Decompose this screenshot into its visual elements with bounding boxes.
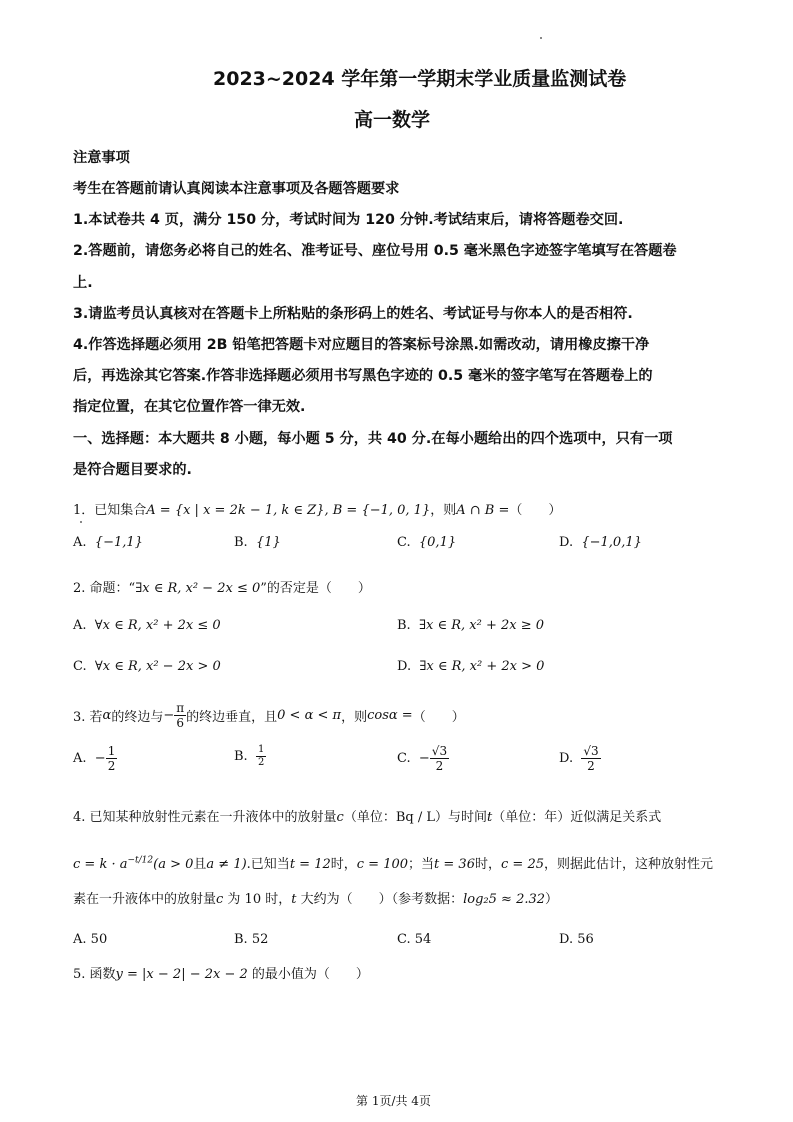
question-2-option-c: C. ∀x ∈ R, x² − 2x > 0 — [73, 659, 221, 674]
question-3-fraction: $\frac{\pi}{6}$ — [176, 701, 185, 730]
question-3-option-b: B. $\frac{1}{2}$ — [234, 744, 265, 768]
question-2-option-d: D. ∃x ∈ R, x² + 2x > 0 — [397, 659, 545, 674]
notice-intro: 考生在答题前请认真阅读本注意事项及各题答题要求 — [73, 181, 400, 197]
exam-title: 2023~2024 学年第一学期末学业质量监测试卷 — [213, 68, 627, 90]
question-2-stem: 2. 命题：“∃x ∈ R, x² − 2x ≤ 0”的否定是（ ） — [73, 581, 371, 596]
scan-speck — [80, 521, 82, 523]
question-1-option-d: D. {−1,0,1} — [559, 535, 642, 550]
question-3-stem: 3. 若 α 的终边与 − $\frac{\pi}{6}$ 的终边垂直，且 0 < α < π ，则 cosα = （ ） — [73, 701, 465, 730]
question-1-option-b: B. {1} — [234, 535, 281, 550]
question-4-line-3: 素在一升液体中的放射量c 为 10 时，t 大约为（ ）（参考数据：log₂5 ≈ 2.32） — [73, 892, 559, 907]
scan-speck — [540, 37, 542, 39]
section-1-heading-line-1: 一、选择题：本大题共 8 小题，每小题 5 分，共 40 分.在每小题给出的四个选项中，只有一项 — [73, 431, 673, 447]
question-3-option-d: D. $\frac{√3}{2}$ — [559, 744, 599, 773]
question-5-function: y = |x − 2| − 2x − 2 — [115, 967, 248, 982]
question-1-option-a: A. {−1,1} — [73, 535, 143, 550]
section-1-heading-line-2: 是符合题目要求的. — [73, 462, 192, 478]
notice-item-2-line-1: 2.答题前，请您务必将自己的姓名、准考证号、座位号用 0.5 毫米黑色字迹签字笔填写在答题卷 — [73, 243, 677, 259]
notice-heading: 注意事项 — [73, 150, 130, 166]
question-2-option-a: A. ∀x ∈ R, x² + 2x ≤ 0 — [73, 618, 221, 633]
question-4-line-1: 4. 已知某种放射性元素在一升液体中的放射量c（单位：Bq / L）与时间t（单位：年）近似满足关系式 — [73, 810, 662, 825]
question-4-line-2: $c = k \cdot a^{-t/12}(a > 0$且a ≠ 1).已知当t = 12时，c = 100；当t = 36时，c = 25，则据此估计，这种放射性元 — [73, 855, 713, 872]
exam-subtitle: 高一数学 — [354, 109, 431, 131]
notice-item-4-line-2: 后，再选涂其它答案.作答非选择题必须用书写黑色字迹的 0.5 毫米的签字笔写在答题卷上的 — [73, 368, 653, 384]
notice-item-4-line-3: 指定位置，在其它位置作答一律无效. — [73, 399, 306, 415]
question-4-option-c: C. 54 — [397, 932, 432, 947]
question-1-option-c: C. {0,1} — [397, 535, 457, 550]
question-4-reference-data: log₂5 ≈ 2.32 — [463, 892, 546, 907]
question-1-set-definition: A = {x | x = 2k − 1, k ∈ Z}, B = {−1, 0, 1} — [146, 503, 431, 518]
question-1-stem: 1．已知集合A = {x | x = 2k − 1, k ∈ Z}, B = {−1, 0, 1}，则A ∩ B =（ ） — [73, 503, 562, 518]
notice-item-4-line-1: 4.作答选择题必须用 2B 铅笔把答题卡对应题目的答案标号涂黑.如需改动，请用橡皮擦干净 — [73, 337, 650, 353]
question-3-option-c: C. − $\frac{√3}{2}$ — [397, 744, 448, 773]
question-4-option-a: A. 50 — [73, 932, 108, 947]
question-3-option-a: A. − $\frac{1}{2}$ — [73, 744, 116, 773]
question-4-option-d: D. 56 — [559, 932, 594, 947]
question-5-stem: 5. 函数y = |x − 2| − 2x − 2 的最小值为（ ） — [73, 967, 369, 982]
notice-item-1: 1.本试卷共 4 页，满分 150 分，考试时间为 120 分钟.考试结束后，请将答题卷交回. — [73, 212, 624, 228]
question-2-option-b: B. ∃x ∈ R, x² + 2x ≥ 0 — [397, 618, 545, 633]
page-footer: 第 1页/共 4页 — [356, 1094, 431, 1108]
question-4-option-b: B. 52 — [234, 932, 269, 947]
question-4-formula: c = k · a — [73, 857, 128, 872]
notice-item-2-line-2: 上. — [73, 275, 93, 291]
notice-item-3: 3.请监考员认真核对在答题卡上所粘贴的条形码上的姓名、考试证号与你本人的是否相符. — [73, 306, 633, 322]
